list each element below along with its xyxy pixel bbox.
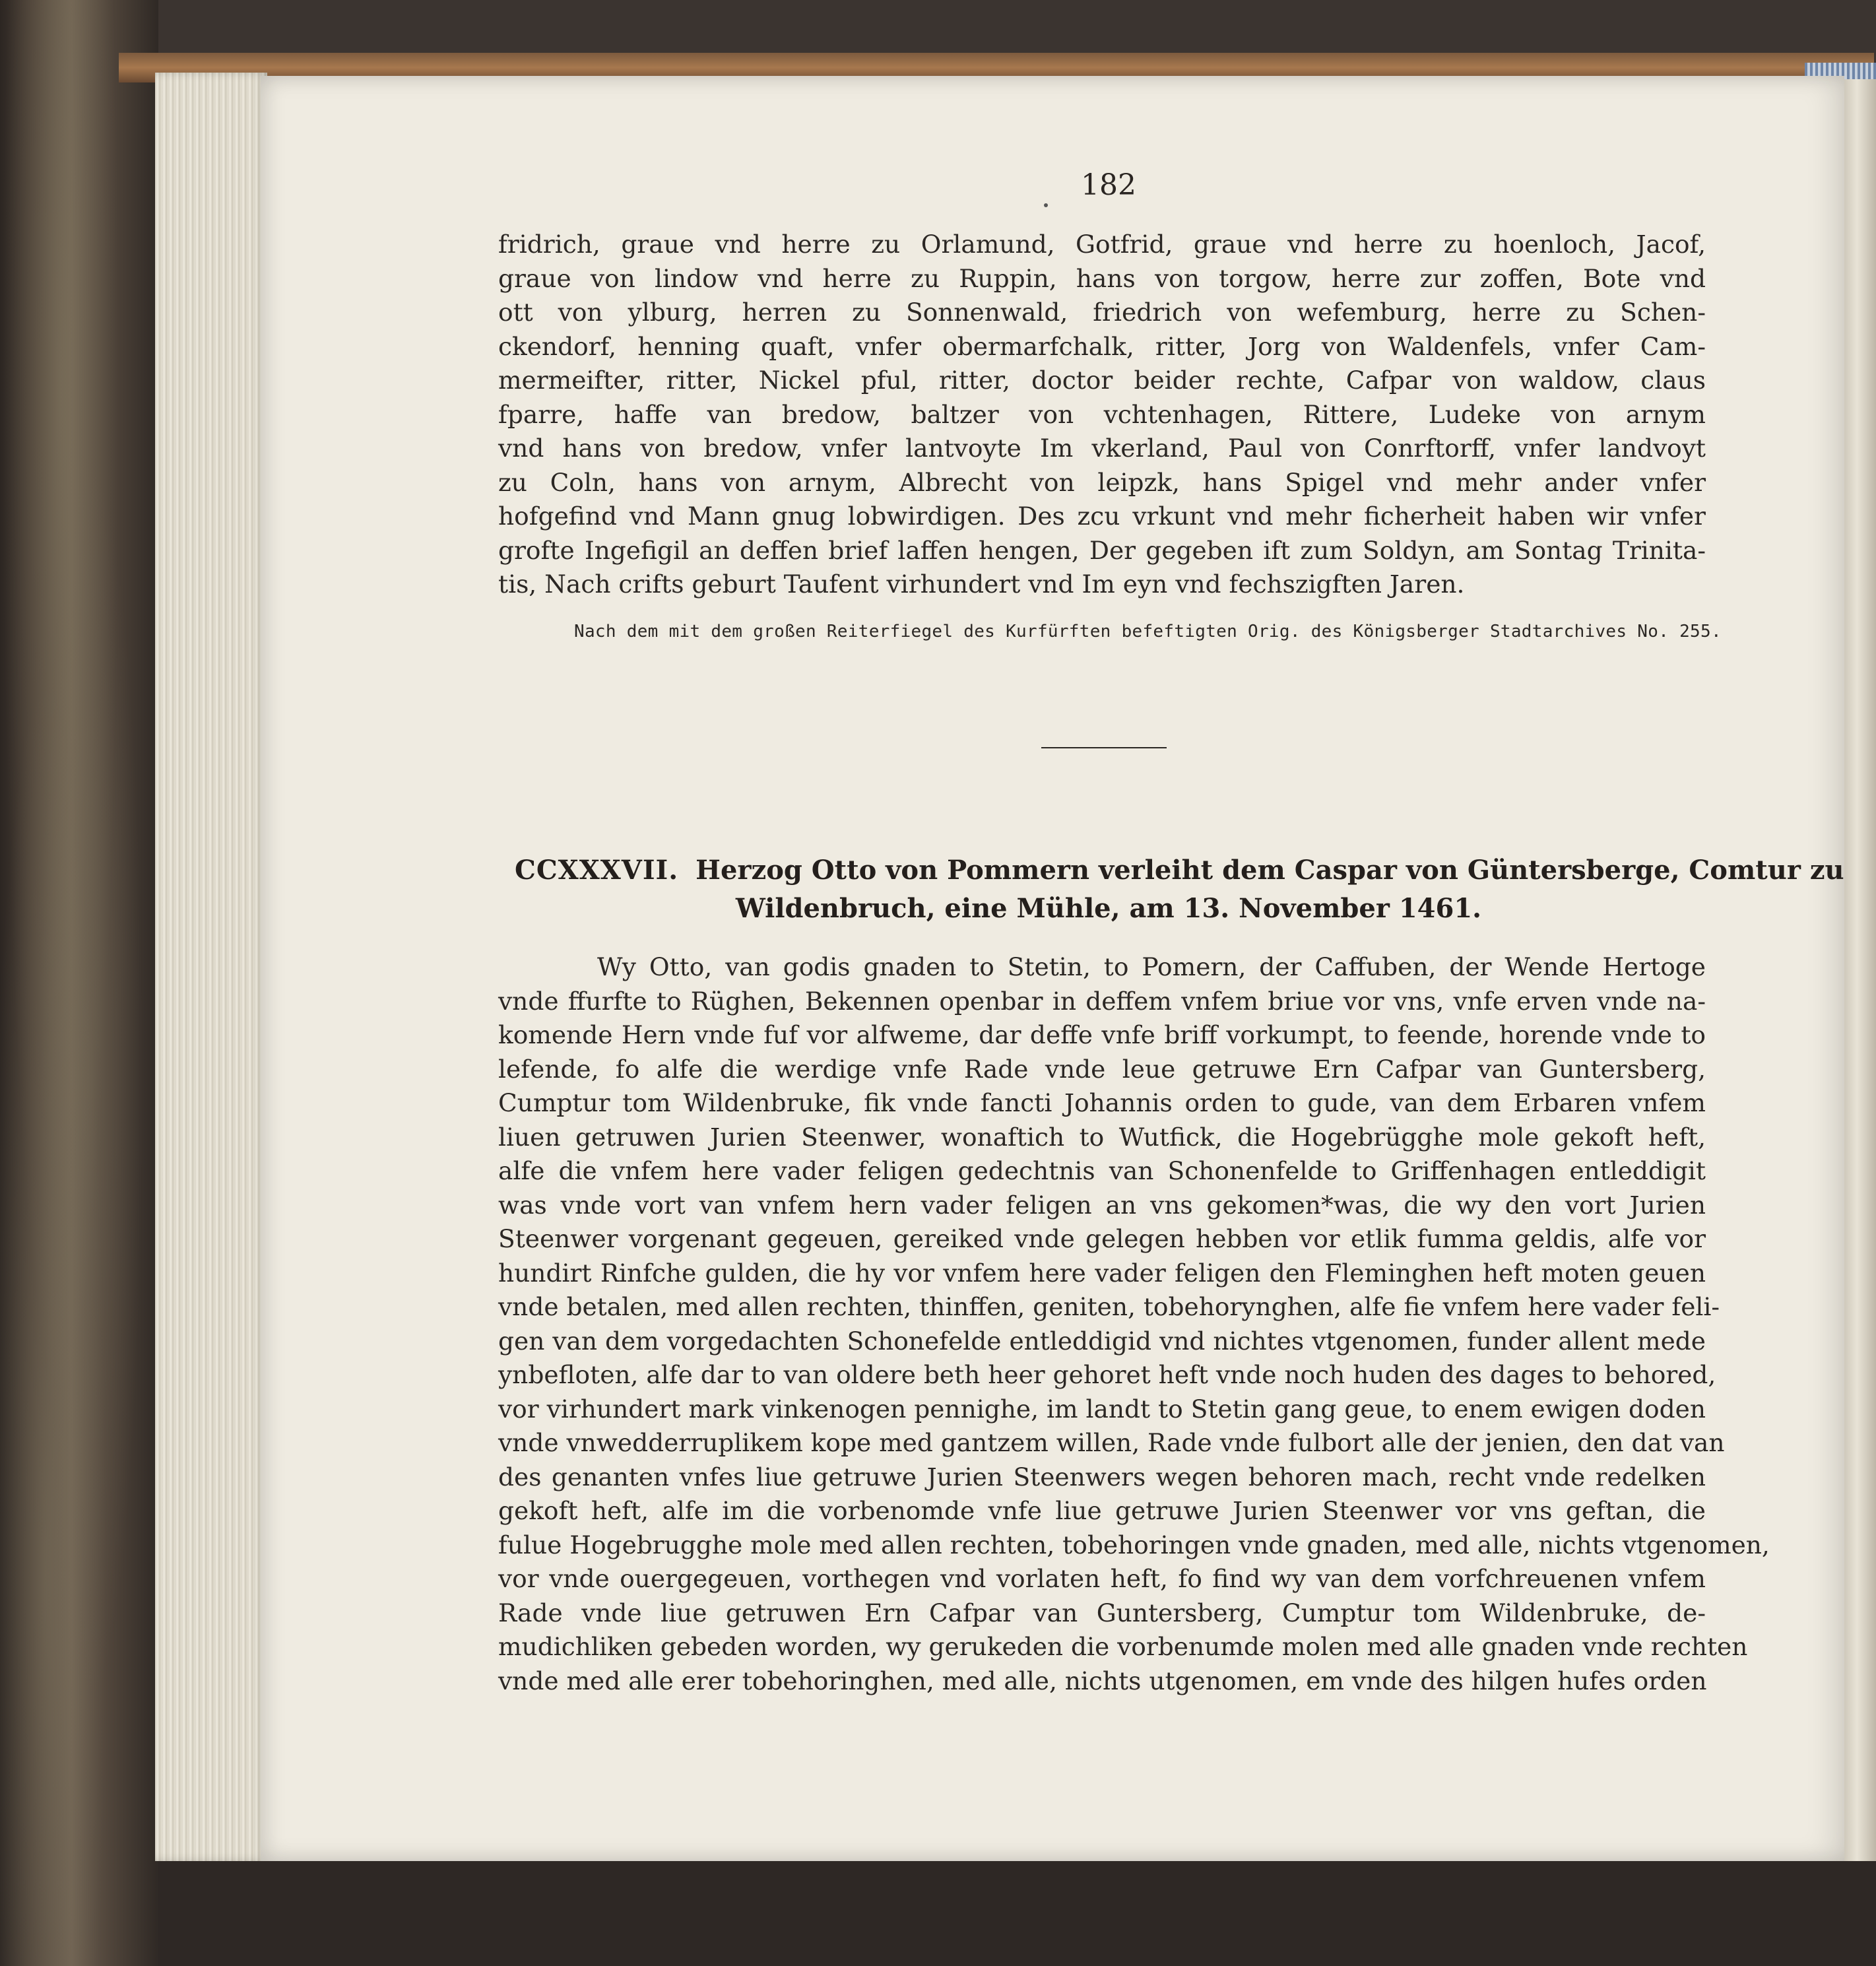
- page-speck: [1044, 203, 1048, 207]
- section-divider: [1041, 747, 1167, 748]
- text-line: vnde betalen, med allen rechten, thinffen, geniten, tobehorynghen, alfe fie vnfem here vader feli-: [498, 1292, 1720, 1321]
- text-line: gen van dem vorgedachten Schonefelde entleddigid vnd nichtes vtgenomen, funder allent mede: [498, 1326, 1706, 1356]
- text-line: was vnde vort van vnfem hern vader feligen an vns gekomen*was, die wy den vort Jurien: [498, 1190, 1706, 1220]
- text-line: grofte Ingefigil an deffen brief laffen hengen, Der gegeben ift zum Soldyn, am Sontag Trinita-: [498, 535, 1706, 565]
- source-note: Nach dem mit dem großen Reiterfiegel des Kurfürften befeftigten Orig. des Königsberger Stadtarchives No. 255.: [574, 622, 1722, 641]
- upper-paragraph: [498, 228, 1706, 602]
- text-line: Rade vnde liue getruwen Ern Cafpar van Guntersberg, Cumptur tom Wildenbruke, de-: [498, 1598, 1706, 1627]
- heading-line-1: Herzog Otto von Pommern verleiht dem Caspar von Güntersberge, Comtur zu: [695, 855, 1844, 886]
- page-edges: [155, 73, 267, 1861]
- text-line: hundirt Rinfche gulden, die hy vor vnfem here vader feligen den Fleminghen heft moten geuen: [498, 1258, 1706, 1288]
- text-line: graue von lindow vnd herre zu Ruppin, hans von torgow, herre zur zoffen, Bote vnd: [498, 263, 1706, 293]
- text-line: vnd hans von bredow, vnfer lantvoyte Im vkerland, Paul von Conrftorff, vnfer landvoyt: [498, 434, 1706, 463]
- bottom-shadow: [158, 1861, 1876, 1966]
- text-line: zu Coln, hans von arnym, Albrecht von leipzk, hans Spigel vnd mehr ander vnfer: [498, 467, 1706, 497]
- lower-paragraph: [498, 950, 1770, 1698]
- text-line: vnde ffurfte to Rüghen, Bekennen openbar in deffem vnfem briue vor vns, vnfe erven vnde na-: [498, 986, 1706, 1016]
- text-line: mermeifter, ritter, Nickel pful, ritter, doctor beider rechte, Cafpar von waldow, claus: [498, 366, 1706, 395]
- marbled-cover: [0, 0, 152, 1966]
- document-heading: [515, 851, 1844, 928]
- text-line: vnde vnwedderruplikem kope med gantzem willen, Rade vnde fulbort alle der jenien, den dat van: [498, 1428, 1725, 1457]
- text-line: vnde med alle erer tobehoringhen, med alle, nichts utgenomen, em vnde des hilgen hufes orden: [498, 1666, 1707, 1695]
- text-line: hofgefind vnd Mann gnug lobwirdigen. Des zcu vrkunt vnd mehr ficherheit haben wir vnfer: [498, 502, 1706, 531]
- document-number: CCXXXVII.: [515, 855, 679, 886]
- text-line: gekoft heft, alfe im die vorbenomde vnfe liue getruwe Jurien Steenwer vor vns geftan, die: [498, 1496, 1706, 1525]
- text-line: ckendorf, henning quaft, vnfer obermarfchalk, ritter, Jorg von Waldenfels, vnfer Cam-: [498, 331, 1706, 361]
- text-line: Cumptur tom Wildenbruke, fik vnde fancti Johannis orden to gude, van dem Erbaren vnfem: [498, 1088, 1706, 1117]
- text-line: ynbefloten, alfe dar to van oldere beth heer gehoret heft vnde noch huden des dages to behored,: [498, 1360, 1716, 1389]
- text-line: ott von ylburg, herren zu Sonnenwald, friedrich von wefemburg, herre zu Schen-: [498, 298, 1706, 327]
- text-line: tis, Nach crifts geburt Taufent virhundert vnd Im eyn vnd fechszigften Jaren.: [498, 570, 1465, 599]
- text-line: fparre, haffe van bredow, baltzer von vchtenhagen, Rittere, Ludeke von arnym: [498, 399, 1706, 429]
- text-line: fridrich, graue vnd herre zu Orlamund, Gotfrid, graue vnd herre zu hoenloch, Jacof,: [498, 230, 1706, 259]
- text-line: lefende, fo alfe die werdige vnfe Rade vnde leue getruwe Ern Cafpar van Guntersberg,: [498, 1054, 1706, 1084]
- text-line: mudichliken gebeden worden, wy gerukeden die vorbenumde molen med alle gnaden vnde rechten: [498, 1632, 1748, 1661]
- text-line: Wy Otto, van godis gnaden to Stetin, to Pomern, der Caffuben, der Wende Hertoge: [597, 952, 1706, 981]
- text-line: komende Hern vnde fuf vor alfweme, dar deffe vnfe briff vorkumpt, to feende, horende vnde to: [498, 1020, 1706, 1049]
- text-line: vor virhundert mark vinkenogen pennighe, im landt to Stetin gang geue, to enem ewigen doden: [498, 1394, 1706, 1424]
- text-line: Steenwer vorgenant gegeuen, gereiked vnde gelegen hebben vor etlik fumma geldis, alfe vor: [498, 1224, 1706, 1253]
- text-line: vor vnde ouergegeuen, vorthegen vnd vorlaten heft, fo find wy van dem vorfchreuenen vnfem: [498, 1564, 1706, 1593]
- page-number: 182: [1081, 168, 1136, 202]
- facing-page-edge: [1844, 79, 1876, 1861]
- text-line: liuen getruwen Jurien Steenwer, wonaftich to Wutfick, die Hogebrügghe mole gekoft heft,: [498, 1122, 1706, 1152]
- heading-line-2: Wildenbruch, eine Mühle, am 13. November 1461.: [735, 893, 1482, 924]
- text-line: alfe die vnfem here vader feligen gedechtnis van Schonenfelde to Griffenhagen entleddigit: [498, 1156, 1706, 1185]
- text-line: des genanten vnfes liue getruwe Jurien Steenwers wegen behoren mach, recht vnde redelken: [498, 1462, 1706, 1491]
- text-line: fulue Hogebrugghe mole med allen rechten, tobehoringen vnde gnaden, med alle, nichts vtgenomen,: [498, 1530, 1770, 1559]
